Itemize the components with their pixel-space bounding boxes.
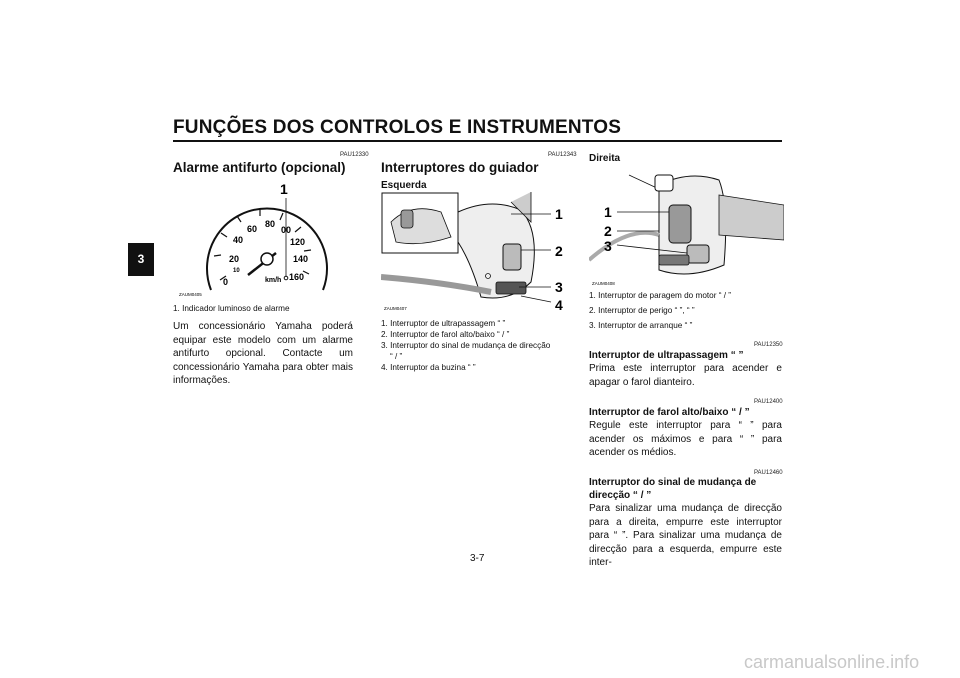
figure-callout: 1 — [280, 181, 288, 197]
section-subtitle: Esquerda — [381, 180, 427, 191]
caption-line: 1. Interruptor de paragem do motor “ / ” — [589, 291, 731, 300]
section-title: Interruptor do sinal de mudança de — [589, 477, 757, 488]
gauge-label: 140 — [293, 254, 309, 264]
gauge-label: 160 — [289, 272, 305, 282]
section-body: Para sinalizar uma mudança de direcção para a direita, empurre este interruptor para “ ”. Para sinalizar uma mudança de direcção para a esquerda, empurre este inter- — [589, 503, 782, 569]
section-body: Regule este interruptor para “ ” para acender os máximos e para “ ” para acender os médios. — [589, 420, 782, 459]
section-title: Interruptor de farol alto/baixo “ / ” — [589, 407, 750, 418]
right-switch-figure — [589, 165, 784, 287]
image-code: ZAUM0408 — [592, 281, 615, 286]
caption-line: 4. Interruptor da buzina “ ” — [381, 363, 476, 372]
chapter-tab: 3 — [128, 243, 154, 276]
figure-callout: 3 — [604, 238, 612, 254]
gauge-label: 20 — [229, 254, 240, 264]
figure-captions — [589, 290, 731, 331]
section-title-line2: direcção “ / ” — [589, 490, 652, 501]
gauge-label: 80 — [265, 219, 276, 229]
caption-line: 1. Interruptor de ultrapassagem “ ” — [381, 319, 506, 328]
image-code: ZAUM0407 — [384, 306, 407, 311]
section-code: PAU12460 — [754, 470, 783, 476]
caption-line: 3. Interruptor de arranque “ ” — [589, 321, 693, 330]
figure-callout: 2 — [604, 223, 612, 239]
gauge-label: 10 — [233, 268, 240, 274]
figure-callout: 1 — [604, 204, 612, 220]
figure-callout: 1 — [555, 206, 563, 222]
gauge-unit: km/h — [265, 277, 282, 284]
section-code: PAU12343 — [548, 152, 577, 158]
caption-line: 1. Indicador luminoso de alarme — [173, 304, 290, 313]
caption-line: 2. Interruptor de perigo “ ”, “ ” — [589, 306, 695, 315]
figure-caption — [173, 303, 290, 314]
caption-line: “ / ” — [390, 352, 403, 361]
left-handlebar-illustration — [381, 192, 571, 312]
right-handlebar-illustration — [589, 165, 784, 287]
section-body: Prima este interruptor para acender e apagar o farol dianteiro. — [589, 363, 782, 388]
section-title: Interruptores do guiador — [381, 160, 539, 175]
section-title: Interruptor de ultrapassagem “ ” — [589, 350, 744, 361]
page-number: 3-7 — [470, 553, 485, 564]
gauge-label: 60 — [247, 224, 258, 234]
section-code: PAU12350 — [754, 342, 783, 348]
image-code: ZAUM0405 — [179, 292, 202, 297]
section-code: PAU12330 — [340, 152, 369, 158]
gauge-label: 0 — [223, 277, 229, 287]
gauge-label: 120 — [290, 237, 306, 247]
caption-line: 2. Interruptor de farol alto/baixo “ / ” — [381, 330, 510, 339]
figure-callout: 4 — [555, 297, 563, 312]
left-switch-figure — [381, 192, 571, 312]
speedometer-figure — [173, 180, 353, 300]
speedometer-illustration — [173, 180, 353, 300]
section-title: Alarme antifurto (opcional) — [173, 160, 346, 175]
caption-line: 3. Interruptor do sinal de mudança de direcção — [381, 341, 551, 350]
gauge-label: 40 — [233, 235, 244, 245]
page-header-title: FUNÇÕES DOS CONTROLOS E INSTRUMENTOS — [173, 117, 622, 138]
figure-callout: 3 — [555, 279, 563, 295]
figure-captions — [381, 318, 550, 373]
section-subtitle: Direita — [589, 153, 621, 164]
figure-callout: 2 — [555, 243, 563, 259]
section-code: PAU12400 — [754, 399, 783, 405]
gauge-label: 00 — [281, 225, 292, 235]
section-body: Um concessionário Yamaha poderá equipar este modelo com um alarme antifurto opcional. Contacte um concessionário Yamaha para obter mais informações. — [173, 321, 353, 387]
watermark: carmanualsonline.info — [744, 652, 920, 672]
header-rule — [173, 140, 782, 142]
